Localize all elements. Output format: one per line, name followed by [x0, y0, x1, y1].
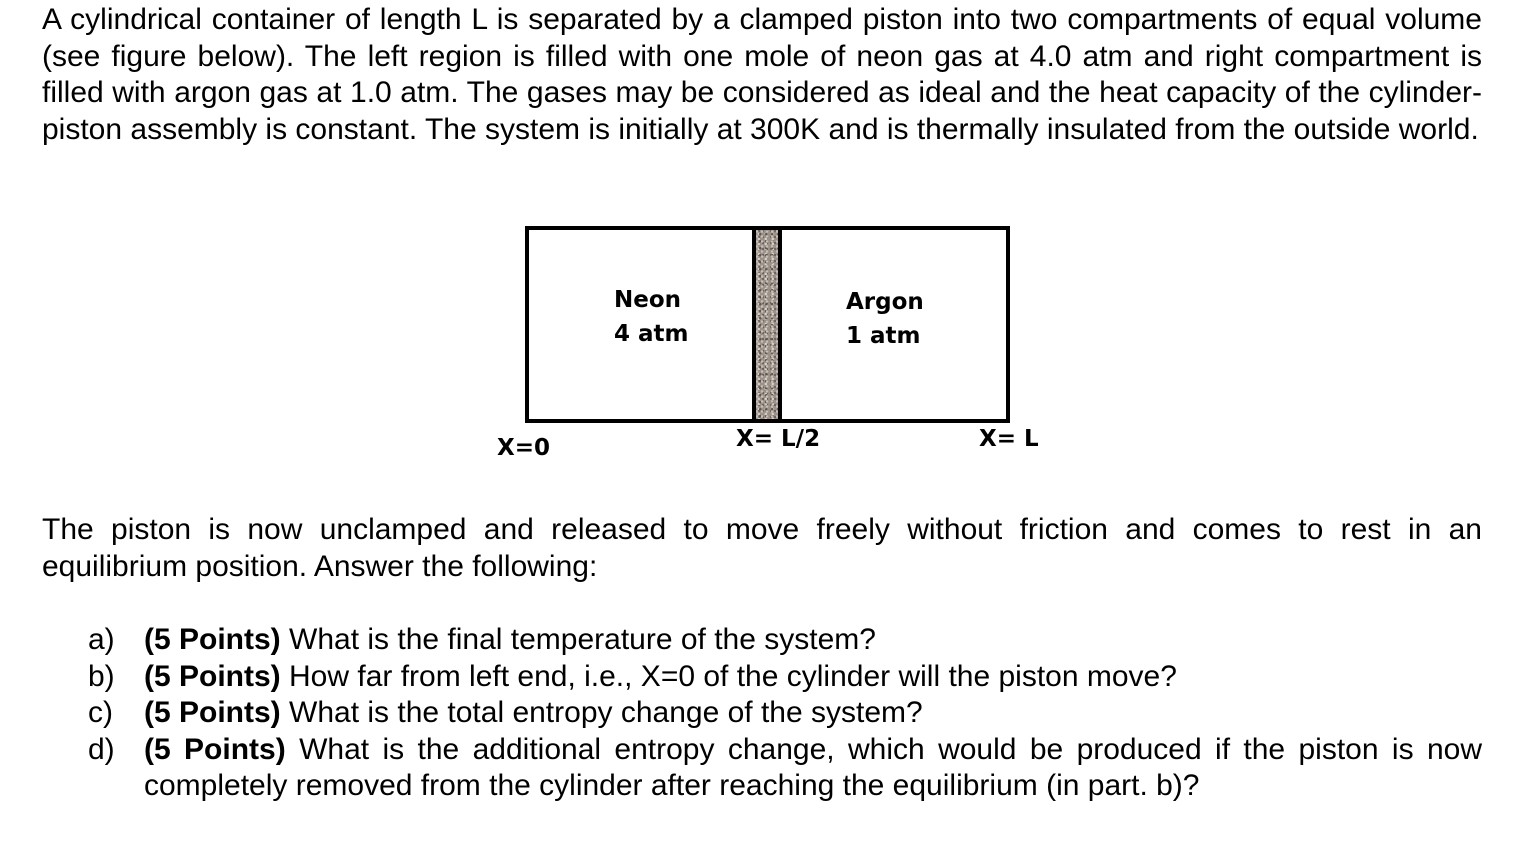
- question-points: (5 Points): [144, 696, 281, 729]
- neon-pressure-label: 4 atm: [614, 321, 689, 347]
- argon-label: Argon: [846, 289, 924, 315]
- piston: [752, 226, 782, 423]
- neon-label: Neon: [614, 287, 682, 313]
- x-l-label: X= L: [979, 426, 1039, 452]
- question-item: [88, 659, 1482, 696]
- question-body: [144, 695, 1482, 732]
- question-points: (5 Points): [144, 623, 281, 656]
- x-zero-label: X=0: [497, 435, 551, 461]
- question-item: [88, 732, 1482, 805]
- followup-paragraph: The piston is now unclamped and released to move freely without friction and comes to rest in an equilibrium position. Answer the following:: [42, 513, 1482, 583]
- intro-paragraph: A cylindrical container of length L is separated by a clamped piston into two compartments of equal volume (see figure below). The left region is filled with one mole of neon gas at 4.0 atm and right compartment is filled with argon gas at 1.0 atm. The gases may be considered as ideal and the heat capacity of the cylinder-piston assembly is constant. The system is initially at 300K and is thermally insulated from the outside world.: [42, 3, 1482, 146]
- question-points: (5 Points): [144, 659, 281, 693]
- question-letter: d): [88, 732, 115, 766]
- question-points: (5 Points): [144, 732, 286, 766]
- x-half-label: X= L/2: [736, 426, 821, 452]
- question-text: What is the final temperature of the system?: [280, 623, 876, 656]
- question-text: What is the additional entropy change, which would be produced if the piston is now completely removed from the cylinder after reaching the equilibrium (in part. b)?: [144, 732, 1482, 802]
- argon-pressure-label: 1 atm: [846, 323, 921, 349]
- question-text: What is the total entropy change of the system?: [280, 696, 923, 729]
- question-body: [144, 622, 1482, 659]
- question-letter: c): [88, 696, 113, 729]
- question-item: [88, 695, 1482, 732]
- question-letter: b): [88, 659, 115, 693]
- question-list: [88, 622, 1482, 805]
- question-text: How far from left end, i.e., X=0 of the cylinder will the piston move?: [280, 659, 1177, 693]
- question-letter: a): [88, 623, 115, 656]
- question-body: [144, 732, 1482, 805]
- question-body: [144, 659, 1482, 696]
- question-item: [88, 622, 1482, 659]
